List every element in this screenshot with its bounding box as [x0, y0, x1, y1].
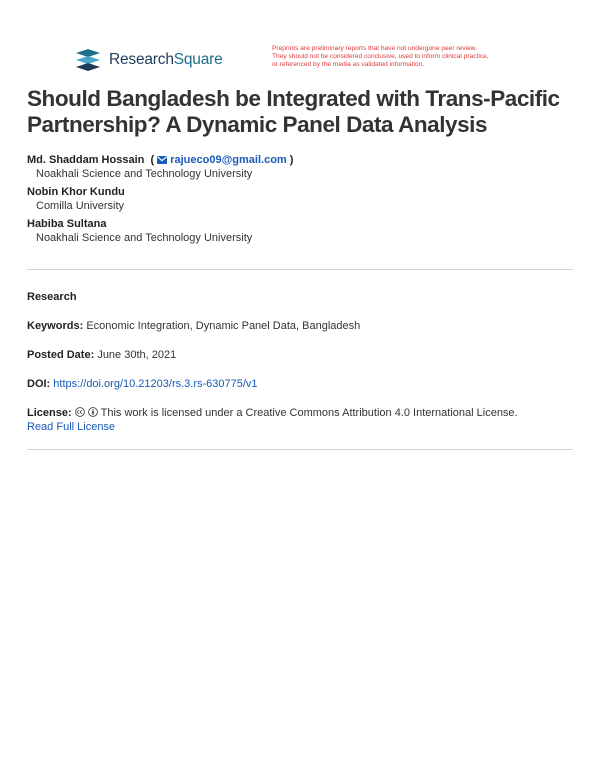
author-name: Habiba Sultana [27, 218, 107, 230]
license [27, 406, 573, 434]
paper-title: Should Bangladesh be Integrated with Trans-Pacific Partnership? A Dynamic Panel Data Analysis [27, 86, 560, 137]
posted-date-label: Posted Date: [27, 349, 95, 361]
author-list [27, 153, 577, 249]
preprint-notice [272, 45, 542, 70]
article-type [27, 290, 573, 304]
keywords-label: Keywords: [27, 320, 84, 332]
brand-name [109, 51, 223, 69]
posted-date-value: June 30th, 2021 [97, 349, 177, 361]
author-email[interactable]: ( rajueco09@gmail.com ) [147, 154, 294, 166]
brand-name-part2: Square [173, 51, 223, 68]
posted-date [27, 348, 573, 362]
header [74, 46, 554, 76]
attribution-icon [88, 407, 98, 417]
creative-commons-icon [75, 407, 85, 417]
license-text: This work is licensed under a Creative Commons Attribution 4.0 International License. [100, 407, 518, 419]
brand-name-part1: Research [109, 51, 174, 68]
email-link[interactable]: rajueco09@gmail.com [170, 154, 287, 166]
divider [27, 269, 573, 270]
keywords-value: Economic Integration, Dynamic Panel Data, Bangladesh [86, 320, 361, 332]
preprint-notice-line: or referenced by the media as validated information. [272, 61, 425, 69]
doi [27, 377, 573, 391]
divider [27, 449, 573, 450]
article-type-label: Research [27, 291, 77, 303]
read-full-license-link[interactable]: Read Full License [27, 421, 116, 433]
research-square-logo-icon [74, 48, 102, 72]
doi-link[interactable]: https://doi.org/10.21203/rs.3.rs-630775/v1 [53, 378, 258, 390]
envelope-icon [157, 156, 167, 164]
author-affiliation: Noakhali Science and Technology University [36, 232, 253, 244]
doi-label: DOI: [27, 378, 51, 390]
preprint-notice-line: Preprints are preliminary reports that have not undergone peer review. [272, 45, 477, 52]
author-affiliation: Noakhali Science and Technology University [36, 168, 253, 180]
author-affiliation: Comilla University [36, 200, 125, 212]
keywords [27, 319, 573, 333]
author-name: Md. Shaddam Hossain [27, 154, 145, 166]
research-square-logo[interactable] [74, 48, 223, 72]
license-label: License: [27, 407, 72, 419]
preprint-notice-line: They should not be considered conclusive, used to inform clinical practice, [272, 53, 489, 61]
author-name: Nobin Khor Kundu [27, 186, 125, 198]
